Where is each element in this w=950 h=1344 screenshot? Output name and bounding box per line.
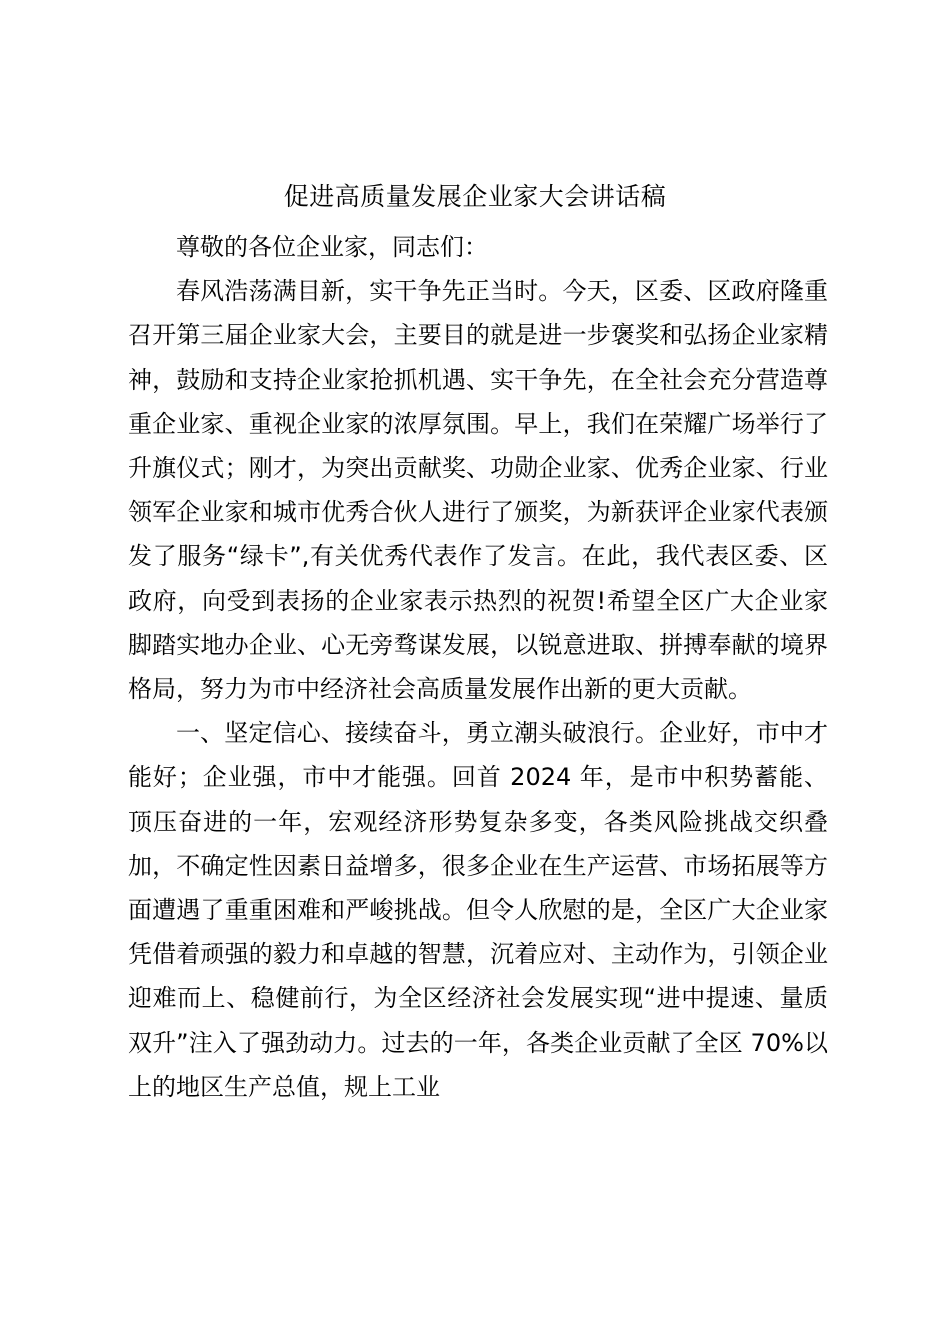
section-one-paragraph: 一、坚定信心、接续奋斗，勇立潮头破浪行。企业好，市中才能好；企业强，市中才能强。回首 2024 年，是市中积势蓄能、顶压奋进的一年，宏观经济形势复杂多变，各类风险挑战交织叠加，不确定性因素日益增多，很多企业在生产运营、市场拓展等方面遭遇了重重困难和严峻挑战。但令人欣慰的是，全区广大企业家凭借着顽强的毅力和卓越的智慧，沉着应对、主动作为，引领企业迎难而上、稳健前行，为全区经济社会发展实现“进中提速、量质双升”注入了强劲动力。过去的一年，各类企业贡献了全区 70%以上的地区生产总值，规上工业 (128, 719, 828, 1101)
document-title: 促进高质量发展企业家大会讲话稿 (283, 182, 667, 211)
opening-paragraph: 春风浩荡满目新，实干争先正当时。今天，区委、区政府隆重召开第三届企业家大会，主要目的就是进一步褒奖和弘扬企业家精神，鼓励和支持企业家抢抓机遇、实干争先，在全社会充分营造尊重企业家、重视企业家的浓厚氛围。早上，我们在荣耀广场举行了升旗仪式；刚才，为突出贡献奖、功勋企业家、优秀企业家、行业领军企业家和城市优秀合伙人进行了颁奖，为新获评企业家代表颁发了服务“绿卡”,有关优秀代表作了发言。在此，我代表区委、区政府，向受到表扬的企业家表示热烈的祝贺!希望全区广大企业家脚踏实地办企业、心无旁骛谋发展，以锐意进取、拼搏奉献的境界格局，努力为市中经济社会高质量发展作出新的更大贡献。 (128, 277, 828, 704)
salutation-paragraph: 尊敬的各位企业家，同志们： (176, 233, 488, 261)
document-body (128, 225, 828, 1109)
